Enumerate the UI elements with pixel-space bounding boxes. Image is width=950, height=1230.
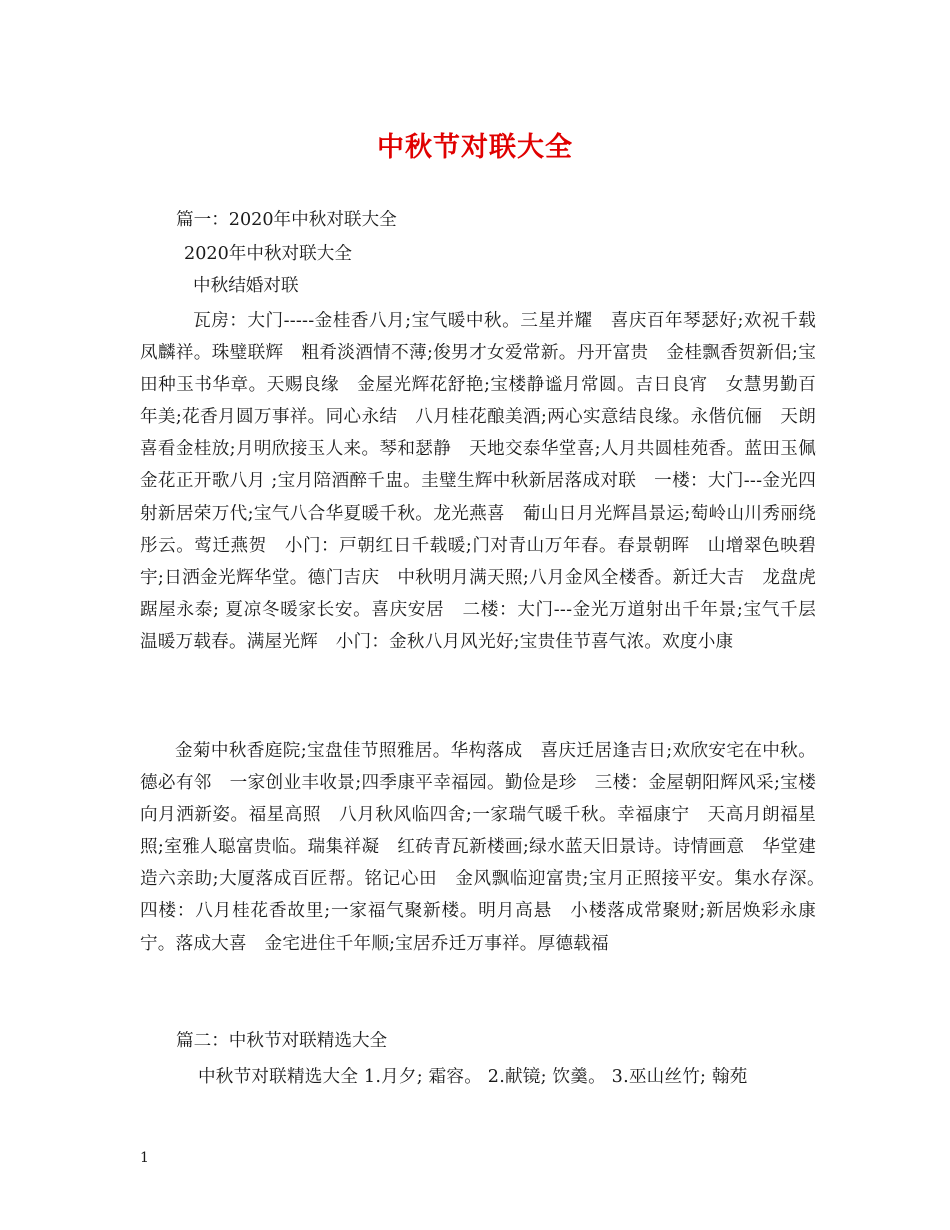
page-number: 1 bbox=[140, 1150, 149, 1166]
subheading-2020-couplets: 2020年中秋对联大全 bbox=[184, 244, 352, 264]
section-heading-part-1: 篇一：2020年中秋对联大全 bbox=[176, 210, 397, 230]
document-title: 中秋节对联大全 bbox=[377, 132, 573, 163]
section-heading-part-2: 篇二：中秋节对联精选大全 bbox=[176, 1031, 388, 1051]
body-paragraph: 中秋节对联精选大全 1.月夕; 霜容。 2.献镜; 饮羹。 3.巫山丝竹; 翰苑 bbox=[198, 1067, 748, 1087]
subheading-wedding-couplets: 中秋结婚对联 bbox=[193, 276, 299, 296]
body-paragraph: 瓦房：大门-----金桂香八月;宝气暖中秋。三星并耀 喜庆百年琴瑟好;欢祝千载凤麟祥。珠璧联辉 粗肴淡酒情不薄;俊男才女爱常新。丹开富贵 金桂飘香贺新侣;宝田种玉书华章。天赐良缘 金屋光辉花舒艳;宝楼静谧月常圆。吉日良宵 女慧男勤百年美;花香月圆万事祥。同心永结 八月桂花酿美酒;两心实意结良缘。永偕伉俪 天朗喜看金桂放;月明欣接玉人来。琴和瑟静 天地交泰华堂喜;人月共圆桂苑香。蓝田玉佩 金花正开歌八月 ;宝月陪酒醉千盅。圭璧生辉中秋新居落成对联 一楼：大门---金光四射新居荣万代;宝气八合华夏暖千秋。龙光燕喜 葡山日月光辉昌景运;萄岭山川秀丽绕彤云。莺迁燕贺 小门：戸朝红日千载暖;门对青山万年春。春景朝晖 山增翠色映碧宇;日洒金光辉华堂。德门吉庆 中秋明月满天照;八月金风全楼香。新迁大吉 龙盘虎踞屋永泰; 夏凉冬暖家长安。喜庆安居 二楼：大门---金光万道射出千年景;宝气千层温暖万载春。满屋光辉 小门：金秋八月风光好;宝贵佳节喜气浓。欢度小康 bbox=[140, 311, 834, 652]
body-paragraph: 金菊中秋香庭院;宝盘佳节照雅居。华构落成 喜庆迁居逢吉日;欢欣安宅在中秋。德必有邻 一家创业丰收景;四季康平幸福园。勤俭是珍 三楼：金屋朝阳辉风采;宝楼向月洒新姿。福星高照 八月秋风临四舍;一家瑞气暖千秋。幸福康宁 天高月朗福星照;室雅人聪富贵临。瑞集祥凝 红砖青瓦新楼画;绿水蓝天旧景诗。诗情画意 华堂建造六亲助;大厦落成百匠帮。铭记心田 金风飘临迎富贵;宝月正照接平安。集水存深。 四楼：八月桂花香故里;一家福气聚新楼。明月高悬 小楼落成常聚财;新居焕彩永康宁。落成大喜 金宅进住千年顺;宝居乔迁万事祥。厚德载福 bbox=[140, 741, 834, 954]
